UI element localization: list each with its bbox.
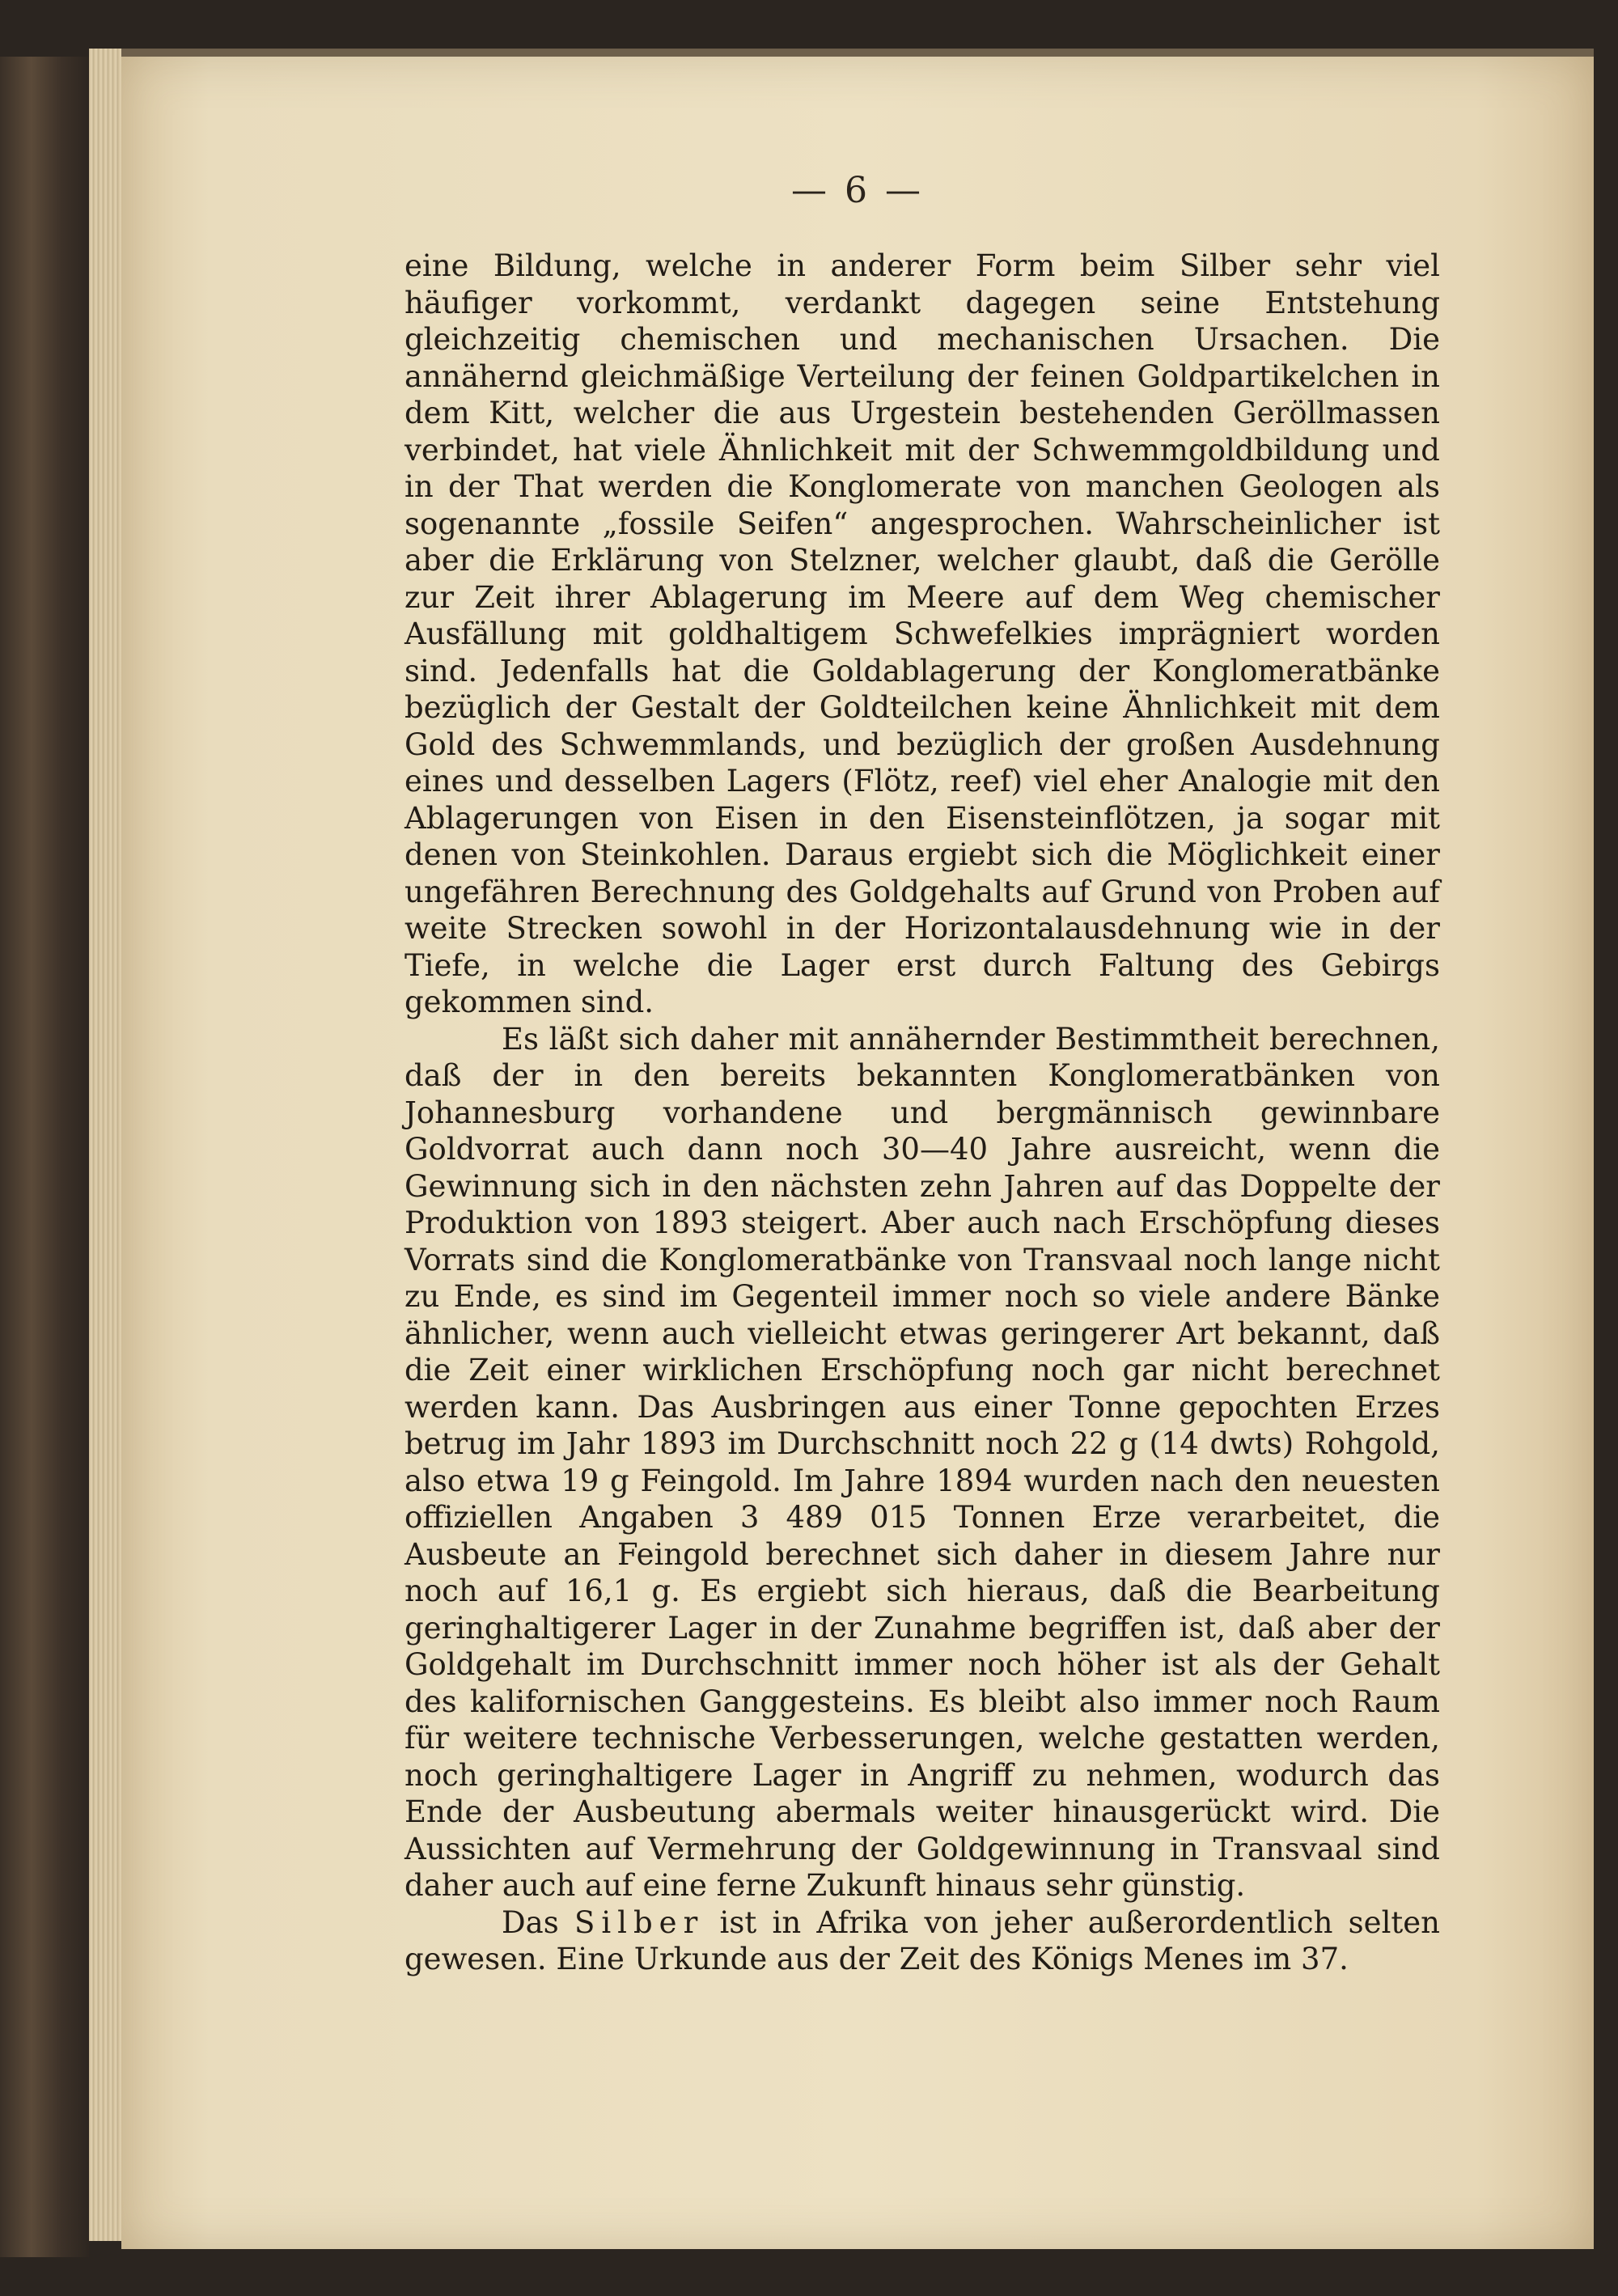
paragraph-3-rest: ist in Afrika von jeher außerordentlich selten gewesen. Eine Urkunde aus der Zeit des Königs Menes im 37. — [404, 1904, 1440, 1976]
book-spine — [0, 57, 89, 2257]
paragraph-3-lead: Das — [502, 1904, 559, 1940]
paragraph-2: Es läßt sich daher mit annähernder Bestimmtheit berechnen, daß der in den bereits bekannten Konglomeratbänken von Johannesburg vorhandene und bergmännisch gewinnbare Goldvorrat auch dann noch 30—40 Jahre ausreicht, wenn die Gewinnung sich in den nächsten zehn Jahren auf das Doppelte der Produktion von 1893 steigert. Aber auch nach Erschöpfung dieses Vorrats sind die Konglomeratbänke von Transvaal noch lange nicht zu Ende, es sind im Gegenteil immer noch so viele andere Bänke ähnlicher, wenn auch vielleicht etwas geringerer Art bekannt, daß die Zeit einer wirklichen Erschöpfung noch gar nicht berechnet werden kann. Das Ausbringen aus einer Tonne gepochten Erzes betrug im Jahr 1893 im Durchschnitt noch 22 g (14 dwts) Rohgold, also etwa 19 g Feingold. Im Jahre 1894 wurden nach den neuesten offiziellen Angaben 3 489 015 Tonnen Erze verarbeitet, die Ausbeute an Feingold berechnet sich daher in diesem Jahre nur noch auf 16,1 g. Es ergiebt sich hieraus, daß die Bearbeitung geringhaltigerer Lager in der Zunahme begriffen ist, daß aber der Goldgehalt im Durchschnitt immer noch höher ist als der Gehalt des kalifornischen Ganggesteins. Es bleibt also immer noch Raum für weitere technische Verbesserungen, welche gestatten werden, noch geringhaltigere Lager in Angriff zu nehmen, wodurch das Ende der Ausbeutung abermals weiter hinausgerückt wird. Die Aussichten auf Vermehrung der Goldgewinnung in Transvaal sind daher auch auf eine ferne Zukunft hinaus sehr günstig. — [404, 1021, 1440, 1903]
page-number: — 6 — — [791, 170, 924, 211]
paragraph-3 — [404, 1904, 1440, 1978]
spaced-word-silber: Silber — [574, 1904, 705, 1940]
body-text — [404, 248, 1440, 1978]
paragraph-1: eine Bildung, welche in anderer Form beim Silber sehr viel häufiger vorkommt, verdankt dagegen seine Entstehung gleichzeitig chemischen und mechanischen Ursachen. Die annähernd gleichmäßige Verteilung der feinen Goldpartikelchen in dem Kitt, welcher die aus Urgestein bestehenden Geröllmassen verbindet, hat viele Ähnlichkeit mit der Schwemmgoldbildung und in der That werden die Konglomerate von manchen Geologen als sogenannte „fossile Seifen“ angesprochen. Wahrscheinlicher ist aber die Erklärung von Stelzner, welcher glaubt, daß die Gerölle zur Zeit ihrer Ablagerung im Meere auf dem Weg chemischer Ausfällung mit goldhaltigem Schwefelkies imprägniert worden sind. Jedenfalls hat die Goldablagerung der Konglomeratbänke bezüglich der Gestalt der Goldteilchen keine Ähnlichkeit mit dem Gold des Schwemmlands, und bezüglich der großen Ausdehnung eines und desselben Lagers (Flötz, reef) viel eher Analogie mit den Ablagerungen von Eisen in den Eisensteinflötzen, ja sogar mit denen von Steinkohlen. Daraus ergiebt sich die Möglichkeit einer ungefähren Berechnung des Goldgehalts auf Grund von Proben auf weite Strecken sowohl in der Horizontalausdehnung wie in der Tiefe, in welche die Lager erst durch Faltung des Gebirgs gekommen sind. — [404, 248, 1440, 1019]
